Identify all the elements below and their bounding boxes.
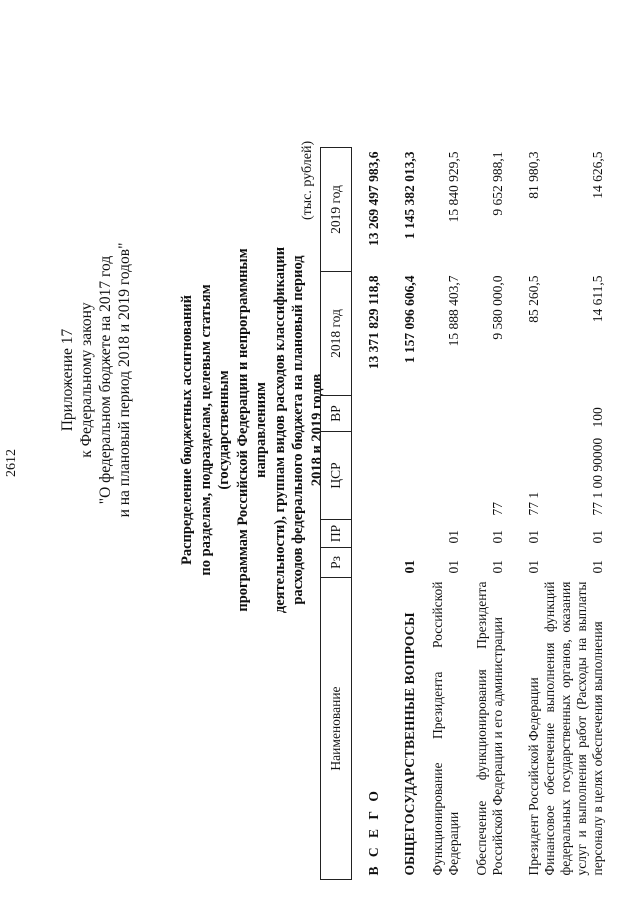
budget-table xyxy=(320,147,606,880)
title-line: деятельности), группам видов расходов классификации xyxy=(271,246,288,614)
row-pr xyxy=(352,520,382,548)
row-vr: 100 xyxy=(589,407,605,428)
units-label: (тыс. рублей) xyxy=(300,140,315,220)
row-vr xyxy=(506,396,542,432)
row-csr: 77 1 00 90000 xyxy=(589,437,605,516)
annex-line: к Федеральному закону xyxy=(78,302,95,458)
col-header-pr: ПР xyxy=(321,520,352,548)
title-line: программам Российской Федерации и непрограммным направлениям xyxy=(234,248,269,612)
annex-line: "О федеральном бюджете на 2017 год xyxy=(97,255,114,505)
row-pr: 01 xyxy=(525,530,541,544)
col-header-name: Наименование xyxy=(321,578,352,880)
annex-line: и на плановый период 2018 и 2019 годов" xyxy=(116,242,133,518)
row-vr xyxy=(418,396,462,432)
table-row xyxy=(352,148,382,880)
table-row xyxy=(418,148,462,880)
row-csr: 77 1 xyxy=(525,491,541,516)
table-row xyxy=(542,148,606,880)
row-2019: 13 269 497 983,6 xyxy=(365,151,381,246)
row-2019: 81 980,3 xyxy=(525,151,541,199)
row-2018: 1 157 096 606,4 xyxy=(401,275,417,364)
col-header-vr: ВР xyxy=(321,396,352,432)
row-csr xyxy=(382,432,418,520)
row-name: ОБЩЕГОСУДАРСТВЕННЫЕ ВОПРОСЫ xyxy=(401,612,417,876)
row-vr xyxy=(382,396,418,432)
table-row xyxy=(506,148,542,880)
row-2018: 15 888 403,7 xyxy=(445,275,461,347)
row-vr xyxy=(462,396,506,432)
row-pr: 01 xyxy=(445,530,461,544)
annex-header xyxy=(58,220,134,540)
row-csr xyxy=(418,432,462,520)
row-2019: 1 145 382 013,3 xyxy=(401,151,417,240)
title-line: по разделам, подразделам, целевым статьям (государственным xyxy=(197,284,232,576)
row-vr xyxy=(352,396,382,432)
row-2019: 14 626,5 xyxy=(589,151,605,199)
row-rz: 01 xyxy=(401,560,417,574)
row-2018: 13 371 829 118,8 xyxy=(365,275,381,370)
col-header-csr: ЦСР xyxy=(321,432,352,520)
row-2019: 15 840 929,5 xyxy=(445,151,461,223)
table-row xyxy=(382,148,418,880)
row-2018: 14 611,5 xyxy=(589,275,605,323)
row-rz xyxy=(352,548,382,578)
row-pr: 01 xyxy=(589,530,605,544)
col-header-2019: 2019 год xyxy=(321,148,352,272)
row-rz: 01 xyxy=(489,560,505,574)
row-name: Президент Российской Федерации xyxy=(525,677,541,876)
row-rz: 01 xyxy=(525,560,541,574)
row-2018: 9 580 000,0 xyxy=(489,275,505,340)
table-header-row xyxy=(321,148,352,880)
row-2019: 9 652 988,1 xyxy=(489,151,505,216)
row-name: В С Е Г О xyxy=(365,788,381,876)
col-header-2018: 2018 год xyxy=(321,272,352,396)
row-name: Финансовое обеспечение выполнения функций федеральных государственных органов, оказания услуг и выполнения работ (Расходы на выплаты персоналу в целях обеспечения выполнения xyxy=(541,581,605,876)
page-number: 2612 xyxy=(4,449,19,477)
row-rz: 01 xyxy=(445,560,461,574)
row-pr: 01 xyxy=(489,530,505,544)
row-2018: 85 260,5 xyxy=(525,275,541,323)
title-line: Распределение бюджетных ассигнований xyxy=(179,294,195,566)
row-name: Обеспечение функционирования Президента Российской Федерации и его администрации xyxy=(473,581,505,876)
table-row xyxy=(462,148,506,880)
row-rz: 01 xyxy=(589,560,605,574)
title-line: расходов федерального бюджета на плановый период 2018 и 2019 годов xyxy=(290,255,325,605)
document-title xyxy=(178,240,326,620)
row-csr: 77 xyxy=(489,502,505,516)
annex-line: Приложение 17 xyxy=(59,328,76,432)
row-csr xyxy=(352,432,382,520)
col-header-rz: Рз xyxy=(321,548,352,578)
row-name: Функционирование Президента Российской Федерации xyxy=(429,581,461,876)
row-pr xyxy=(382,520,418,548)
